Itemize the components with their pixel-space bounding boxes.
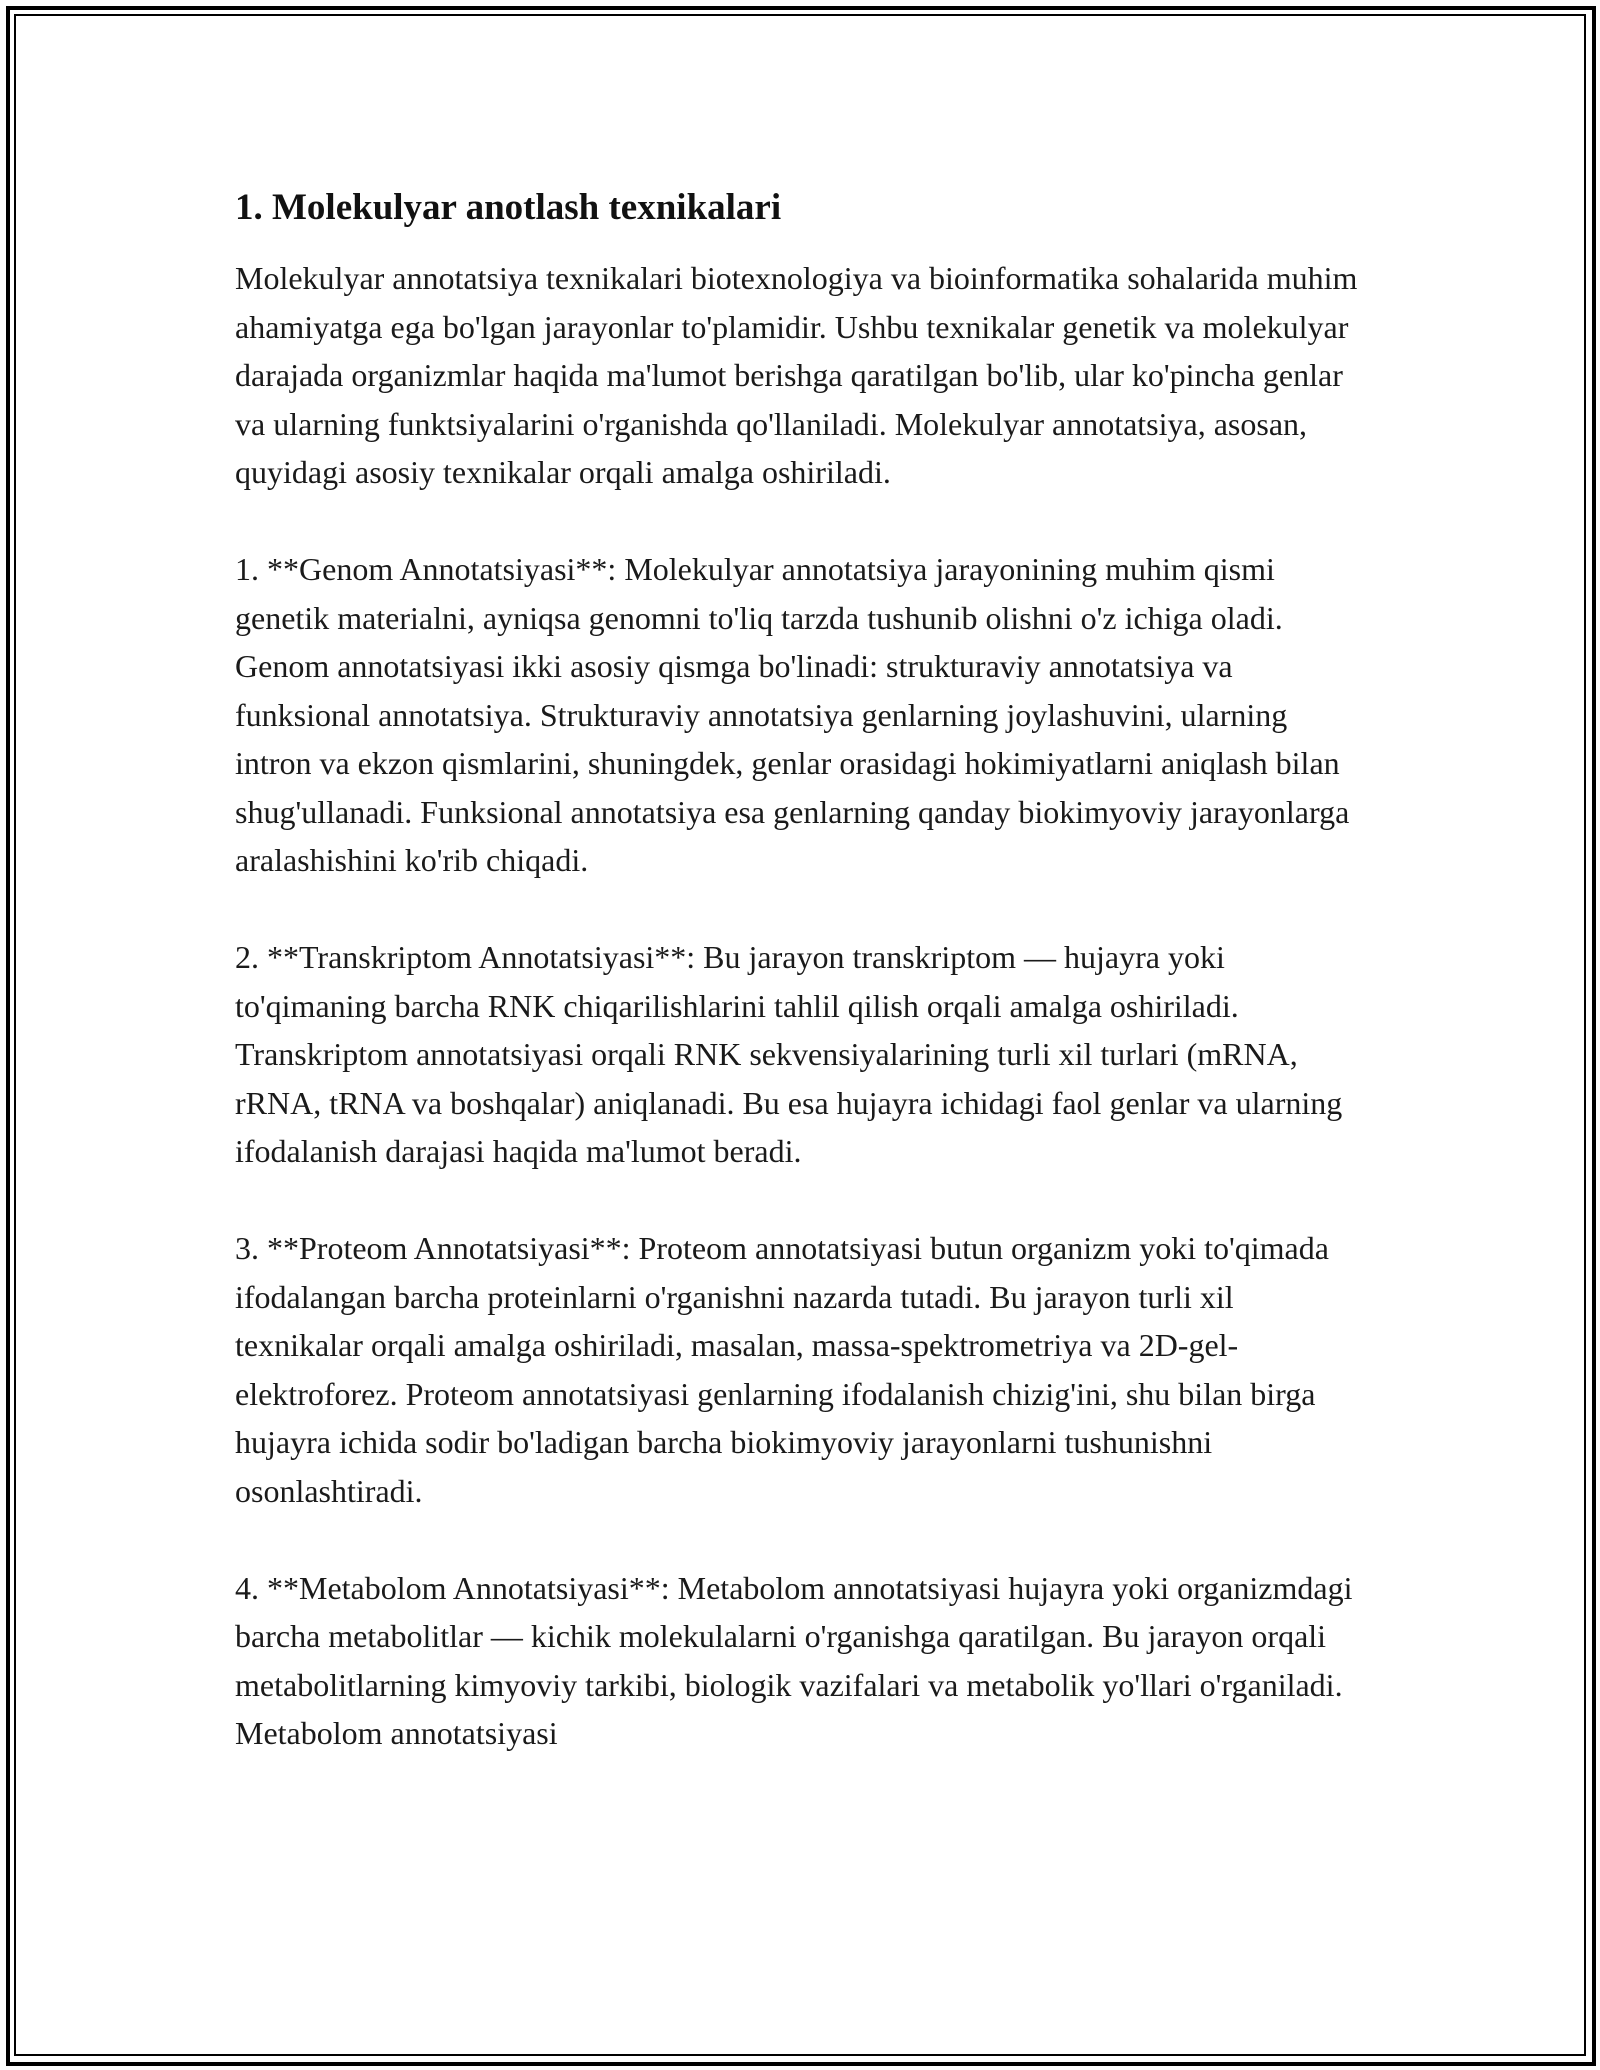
intro-paragraph: Molekulyar annotatsiya texnikalari biotexnologiya va bioinformatika sohalarida muhim ahamiyatga ega bo'lgan jarayonlar to'plamidir. Ushbu texnikalar genetik va molekulyar darajada organizmlar haqida ma'lumot berishga qaratilgan bo'lib, ular ko'pincha genlar va ularning funktsiyalarini o'rganishda qo'llaniladi. Molekulyar annotatsiya, asosan, quyidagi asosiy texnikalar orqali amalga oshiriladi.	[235, 260, 1358, 490]
transcriptome-annotation-paragraph: 2. **Transkriptom Annotatsiyasi**: Bu jarayon transkriptom — hujayra yoki to'qimaning barcha RNK chiqarilishlarini tahlil qilish orqali amalga oshiriladi. Transkriptom annotatsiyasi orqali RNK sekvensiyalarining turli xil turlari (mRNA, rRNA, tRNA va boshqalar) aniqlanadi. Bu esa hujayra ichidagi faol genlar va ularning ifodalanish darajasi haqida ma'lumot beradi.	[235, 939, 1343, 1169]
metabolome-annotation-paragraph: 4. **Metabolom Annotatsiyasi**: Metabolom annotatsiyasi hujayra yoki organizmdagi barcha metabolitlar — kichik molekulalarni o'rganishga qaratilgan. Bu jarayon orqali metabolitlarning kimyoviy tarkibi, biologik vazifalari va metabolik yo'llari o'rganiladi. Metabolom annotatsiyasi	[235, 1569, 1353, 1751]
document-body	[235, 184, 1365, 1806]
genome-annotation-paragraph: 1. **Genom Annotatsiyasi**: Molekulyar annotatsiya jarayonining muhim qismi genetik materialni, ayniqsa genomni to'liq tarzda tushunib olishni o'z ichiga oladi. Genom annotatsiyasi ikki asosiy qismga bo'linadi: strukturaviy annotatsiya va funksional annotatsiya. Strukturaviy annotatsiya genlarning joylashuvini, ularning intron va ekzon qismlarini, shuningdek, genlar orasidagi hokimiyatlarni aniqlash bilan shug'ullanadi. Funksional annotatsiya esa genlarning qanday biokimyoviy jarayonlarga aralashishini ko'rib chiqadi.	[235, 551, 1350, 878]
proteome-annotation-paragraph: 3. **Proteom Annotatsiyasi**: Proteom annotatsiyasi butun organizm yoki to'qimada ifodalangan barcha proteinlarni o'rganishni nazarda tutadi. Bu jarayon turli xil texnikalar orqali amalga oshiriladi, masalan, massa-spektrometriya va 2D-gel-elektroforez. Proteom annotatsiyasi genlarning ifodalanish chizig'ini, shu bilan birga hujayra ichida sodir bo'ladigan barcha biokimyoviy jarayonlarni tushunishni osonlashtiradi.	[235, 1230, 1329, 1509]
section-heading: 1. Molekulyar anotlash texnikalari	[235, 187, 782, 228]
